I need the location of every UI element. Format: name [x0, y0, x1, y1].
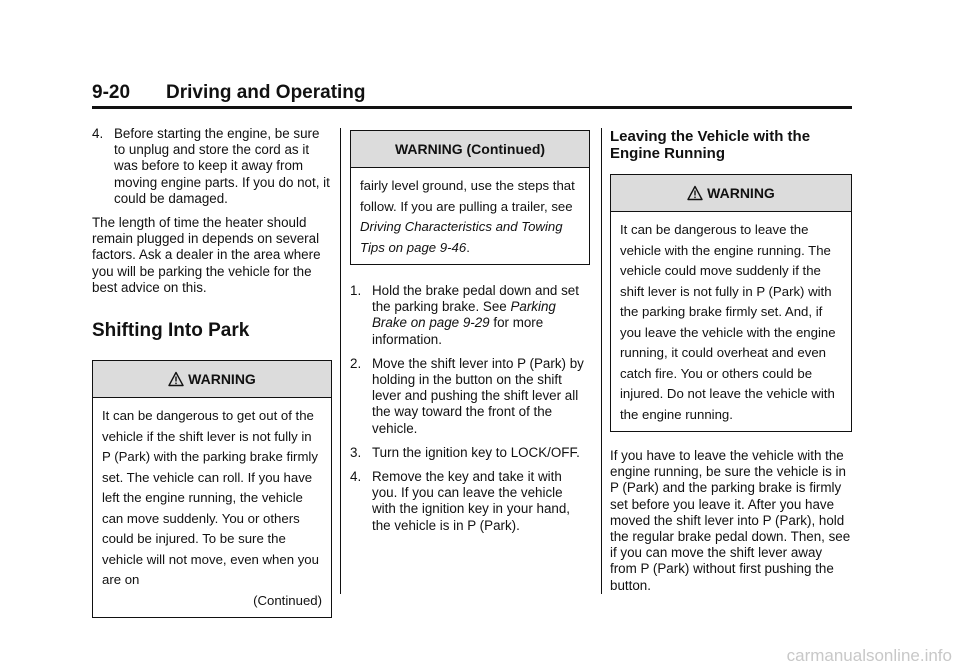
- column-middle: [350, 126, 590, 542]
- warning-box: [92, 360, 332, 618]
- warning-header: [351, 131, 589, 168]
- column-divider: [340, 128, 341, 594]
- warning-label: WARNING: [188, 370, 256, 387]
- warning-triangle-icon: [687, 185, 703, 201]
- page-header: [92, 80, 852, 109]
- cross-reference-link[interactable]: Parking Brake on page 9-29: [372, 299, 556, 331]
- step-text: Turn the ignition key to LOCK/OFF.: [372, 444, 580, 460]
- body-paragraph: The length of time the heater should remain plugged in depends on several factors. Ask a dealer in the area where you will be parking the vehicle for the best advice on this.: [92, 215, 321, 295]
- step-number: 3.: [350, 444, 362, 460]
- warning-body: [611, 212, 851, 431]
- cross-reference-link[interactable]: Driving Characteristics and Towing Tips on page 9-46: [360, 219, 563, 255]
- body-paragraph: If you have to leave the vehicle with the engine running, be sure the vehicle is in P (Park) and the parking brake is firmly set before you leave it. After you have moved the shift lever into P (Park), hold the regular brake pedal down. Then, see if you can move the shift lever away from P (Park) without first pushing the button.: [610, 448, 851, 593]
- warning-body: [93, 398, 331, 617]
- step-number: 4.: [92, 126, 104, 141]
- warning-box-continued: [350, 130, 590, 265]
- warning-header: [93, 361, 331, 398]
- step-text-post: for more information.: [372, 315, 544, 347]
- chapter-title: Driving and Operating: [166, 82, 366, 103]
- step-item: [350, 445, 590, 461]
- warning-label: WARNING: [707, 184, 775, 201]
- step-item: [92, 126, 332, 207]
- warning-header: [611, 175, 851, 212]
- page-number: 9-20: [92, 82, 131, 103]
- column-right: [610, 126, 852, 602]
- column-left: [92, 126, 332, 634]
- watermark: carmanualsonline.info: [786, 646, 952, 665]
- warning-box: [610, 174, 852, 432]
- step-number: 2.: [350, 355, 362, 371]
- subsection-title: Leaving the Vehicle with the Engine Running: [610, 128, 811, 162]
- warning-text: It can be dangerous to leave the vehicle with the engine running. The vehicle could move suddenly if the shift lever is not fully in P (Park) with the parking brake firmly set. And, if you leave the vehicle with the engine running, it could overheat and even catch fire. You or others could be injured. Do not leave the vehicle with the engine running.: [620, 222, 836, 422]
- step-text-pre: Hold the brake pedal down and set the parking brake. See: [372, 283, 579, 315]
- section-title: Shifting Into Park: [92, 320, 250, 342]
- warning-text-end: .: [466, 239, 470, 255]
- step-number: 4.: [350, 469, 362, 485]
- warning-body: [351, 168, 589, 264]
- warning-text: fairly level ground, use the steps that follow. If you are pulling a trailer, see: [360, 178, 575, 214]
- step-text: [372, 283, 590, 348]
- step-text: Move the shift lever into P (Park) by holding in the button on the shift lever and pushing the shift lever all the way toward the front of the vehicle.: [372, 355, 584, 436]
- step-item: [350, 356, 590, 437]
- warning-label: WARNING (Continued): [394, 140, 546, 157]
- continued-note: (Continued): [253, 592, 322, 608]
- step-number: 1.: [350, 283, 362, 298]
- step-text: Before starting the engine, be sure to unplug and store the cord as it was before to keep it away from moving engine parts. If you do not, it could be damaged.: [114, 126, 330, 206]
- warning-text: It can be dangerous to get out of the vehicle if the shift lever is not fully in P (Park) with the parking brake firmly set. The vehicle can roll. If you have left the engine running, the vehicle can move suddenly. You or others could be injured. To be sure the vehicle will not move, even when you are on: [102, 408, 319, 588]
- step-text: Remove the key and take it with you. If you can leave the vehicle with the ignition key in your hand, the vehicle is in P (Park).: [372, 469, 571, 533]
- step-item: [350, 469, 590, 534]
- column-divider: [601, 128, 602, 594]
- step-item: [350, 283, 590, 348]
- warning-triangle-icon: [168, 371, 184, 387]
